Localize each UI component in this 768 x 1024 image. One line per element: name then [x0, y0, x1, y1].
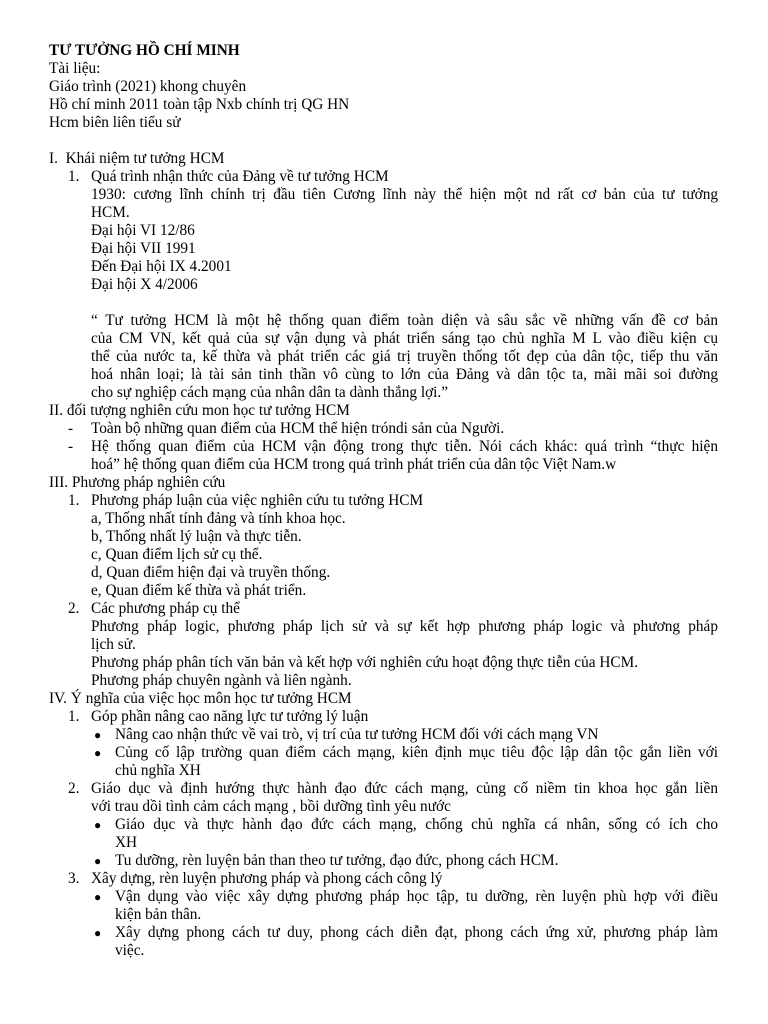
numbered-item: [49, 708, 718, 726]
list-line: Toàn bộ những quan điểm của HCM thể hiện tróndi sản của Người.: [91, 420, 505, 437]
bullet-item: [49, 924, 718, 960]
body-line: lịch sử.: [91, 636, 136, 653]
congress-line: Đại hội VII 1991: [91, 240, 196, 257]
section-heading-1: I. Khái niệm tư tưởng HCM: [49, 150, 225, 167]
bullet-line: XH: [115, 834, 138, 851]
section-heading-3: III. Phương pháp nghiên cứu: [49, 474, 226, 491]
quote-line: hoá nhân loại; là tài sản tinh thần vô cùng to lớn của Đảng và dân tộc ta, mãi mãi soi đường: [91, 366, 718, 383]
congress-line: Đại hội X 4/2006: [91, 276, 198, 293]
bullet-line: Nâng cao nhận thức về vai trò, vị trí của tư tưởng HCM đối với cách mạng VN: [115, 726, 599, 743]
bullet-item: [49, 816, 718, 852]
dash-list-item: [49, 438, 718, 474]
item-title: Phương pháp luận của việc nghiên cứu tu tưởng HCM: [91, 492, 424, 509]
body-line: Phương pháp chuyên ngành và liên ngành.: [91, 672, 352, 689]
bullet-icon: ●: [94, 854, 102, 868]
material-item: Giáo trình (2021) khong chuyên: [49, 78, 247, 95]
sub-point: d, Quan điểm hiện đại và truyền thống.: [91, 564, 331, 581]
sub-point: a, Thống nhất tính đảng và tính khoa học.: [91, 510, 346, 527]
numbered-item: [49, 780, 718, 816]
bullet-line: Xây dựng phong cách tư duy, phong cách diễn đạt, phong cách ứng xử, phương pháp làm: [115, 924, 718, 941]
list-line: hoá” hệ thống quan điểm của HCM trong quá trình phát triển của dân tộc Việt Nam.w: [91, 456, 617, 473]
bullet-icon: ●: [94, 890, 102, 904]
dash-marker: -: [68, 420, 74, 437]
item-body: [49, 618, 718, 690]
list-line: Hệ thống quan điểm của HCM vận động trong thực tiễn. Nói cách khác: quá trình “thực hiện: [91, 438, 718, 455]
bullet-item: [49, 888, 718, 924]
item-number: 1.: [68, 168, 80, 185]
item-number: 1.: [68, 708, 80, 725]
bullet-icon: ●: [94, 926, 102, 940]
bullet-line: Củng cố lập trường quan điểm cách mạng, kiên định mục tiêu độc lập dân tộc gắn liền với: [115, 744, 718, 761]
body-line: 1930: cương lĩnh chính trị đầu tiên Cương lĩnh này thể hiện một nd rất cơ bản của tư tưởng: [91, 186, 718, 203]
section-heading-4: IV. Ý nghĩa của việc học môn học tư tưởng HCM: [49, 690, 352, 707]
item-title: Xây dựng, rèn luyện phương pháp và phong cách công lý: [91, 870, 443, 887]
quote-line: thể của nước ta, kế thừa và phát triển các giá trị truyền thống tốt đẹp của dân tộc, tiếp thu văn: [91, 348, 718, 365]
materials-heading: Tài liệu:: [49, 60, 101, 77]
bullet-line: Tu dưỡng, rèn luyện bản than theo tư tưởng, đạo đức, phong cách HCM.: [115, 852, 559, 869]
item-number: 2.: [68, 600, 80, 617]
item-title: Các phương pháp cụ thể: [91, 600, 240, 617]
bullet-line: Giáo dục và thực hành đạo đức cách mạng, chống chủ nghĩa cá nhân, sống có ích cho: [115, 816, 718, 833]
quote-line: “ Tư tưởng HCM là một hệ thống quan điểm toàn diện và sâu sắc về những vấn đề cơ bản: [91, 312, 718, 329]
dash-list-item: [49, 420, 718, 438]
quote-line: cho sự nghiệp cách mạng của nhân dân ta dành thắng lợi.”: [91, 384, 449, 401]
bullet-icon: ●: [94, 728, 102, 742]
item-number: 2.: [68, 780, 80, 797]
bullet-line: việc.: [115, 942, 145, 959]
numbered-item: [49, 492, 718, 510]
document-title: TƯ TƯỞNG HỒ CHÍ MINH: [49, 42, 240, 59]
body-line: Phương pháp logic, phương pháp lịch sử và sự kết hợp phương pháp logic và phương pháp: [91, 618, 718, 635]
spacer: [49, 132, 718, 150]
body-line: Phương pháp phân tích văn bản và kết hợp với nghiên cứu hoạt động thực tiễn của HCM.: [91, 654, 639, 671]
sub-point: c, Quan điểm lịch sử cụ thể.: [91, 546, 263, 563]
bullet-item: [49, 744, 718, 780]
item-title: với trau dồi tình cảm cách mạng , bồi dưỡng tình yêu nước: [91, 798, 451, 815]
bullet-icon: ●: [94, 818, 102, 832]
item-title: Góp phần nâng cao năng lực tư tưởng lý luận: [91, 708, 369, 725]
numbered-item: [49, 870, 718, 888]
material-item: Hcm biên liên tiểu sử: [49, 114, 181, 131]
bullet-line: chủ nghĩa XH: [115, 762, 201, 779]
material-item: Hồ chí minh 2011 toàn tập Nxb chính trị QG HN: [49, 96, 350, 113]
quote-line: của CM VN, kết quả của sự vận dụng và phát triển sáng tạo chủ nghĩa M L vào điều kiện cụ: [91, 330, 718, 347]
bullet-line: kiện bản thân.: [115, 906, 202, 923]
definition-quote: [91, 312, 718, 402]
bullet-line: Vận dụng vào việc xây dựng phương pháp học tập, tu dưỡng, rèn luyện phù hợp với điều: [115, 888, 718, 905]
sub-point: b, Thống nhất lý luận và thực tiễn.: [91, 528, 302, 545]
sub-point: e, Quan điểm kế thừa và phát triển.: [91, 582, 307, 599]
congress-line: Đến Đại hội IX 4.2001: [91, 258, 232, 275]
item-number: 3.: [68, 870, 80, 887]
numbered-item: [49, 600, 718, 618]
item-number: 1.: [68, 492, 80, 509]
item-title: Giáo dục và định hướng thực hành đạo đức cách mạng, củng cố niềm tin khoa học gắn liền: [91, 780, 718, 797]
item-title: Quá trình nhận thức của Đảng về tư tưởng HCM: [91, 168, 389, 185]
bullet-item: [49, 852, 718, 870]
item-body: [49, 510, 718, 600]
numbered-item: [49, 168, 718, 186]
item-body: [49, 186, 718, 402]
congress-line: Đại hội VI 12/86: [91, 222, 195, 239]
bullet-item: [49, 726, 718, 744]
bullet-icon: ●: [94, 746, 102, 760]
body-line: HCM.: [91, 204, 130, 221]
section-heading-2: II. đối tượng nghiên cứu mon học tư tưởng HCM: [49, 402, 350, 419]
spacer: [91, 294, 718, 312]
dash-marker: -: [68, 438, 74, 455]
